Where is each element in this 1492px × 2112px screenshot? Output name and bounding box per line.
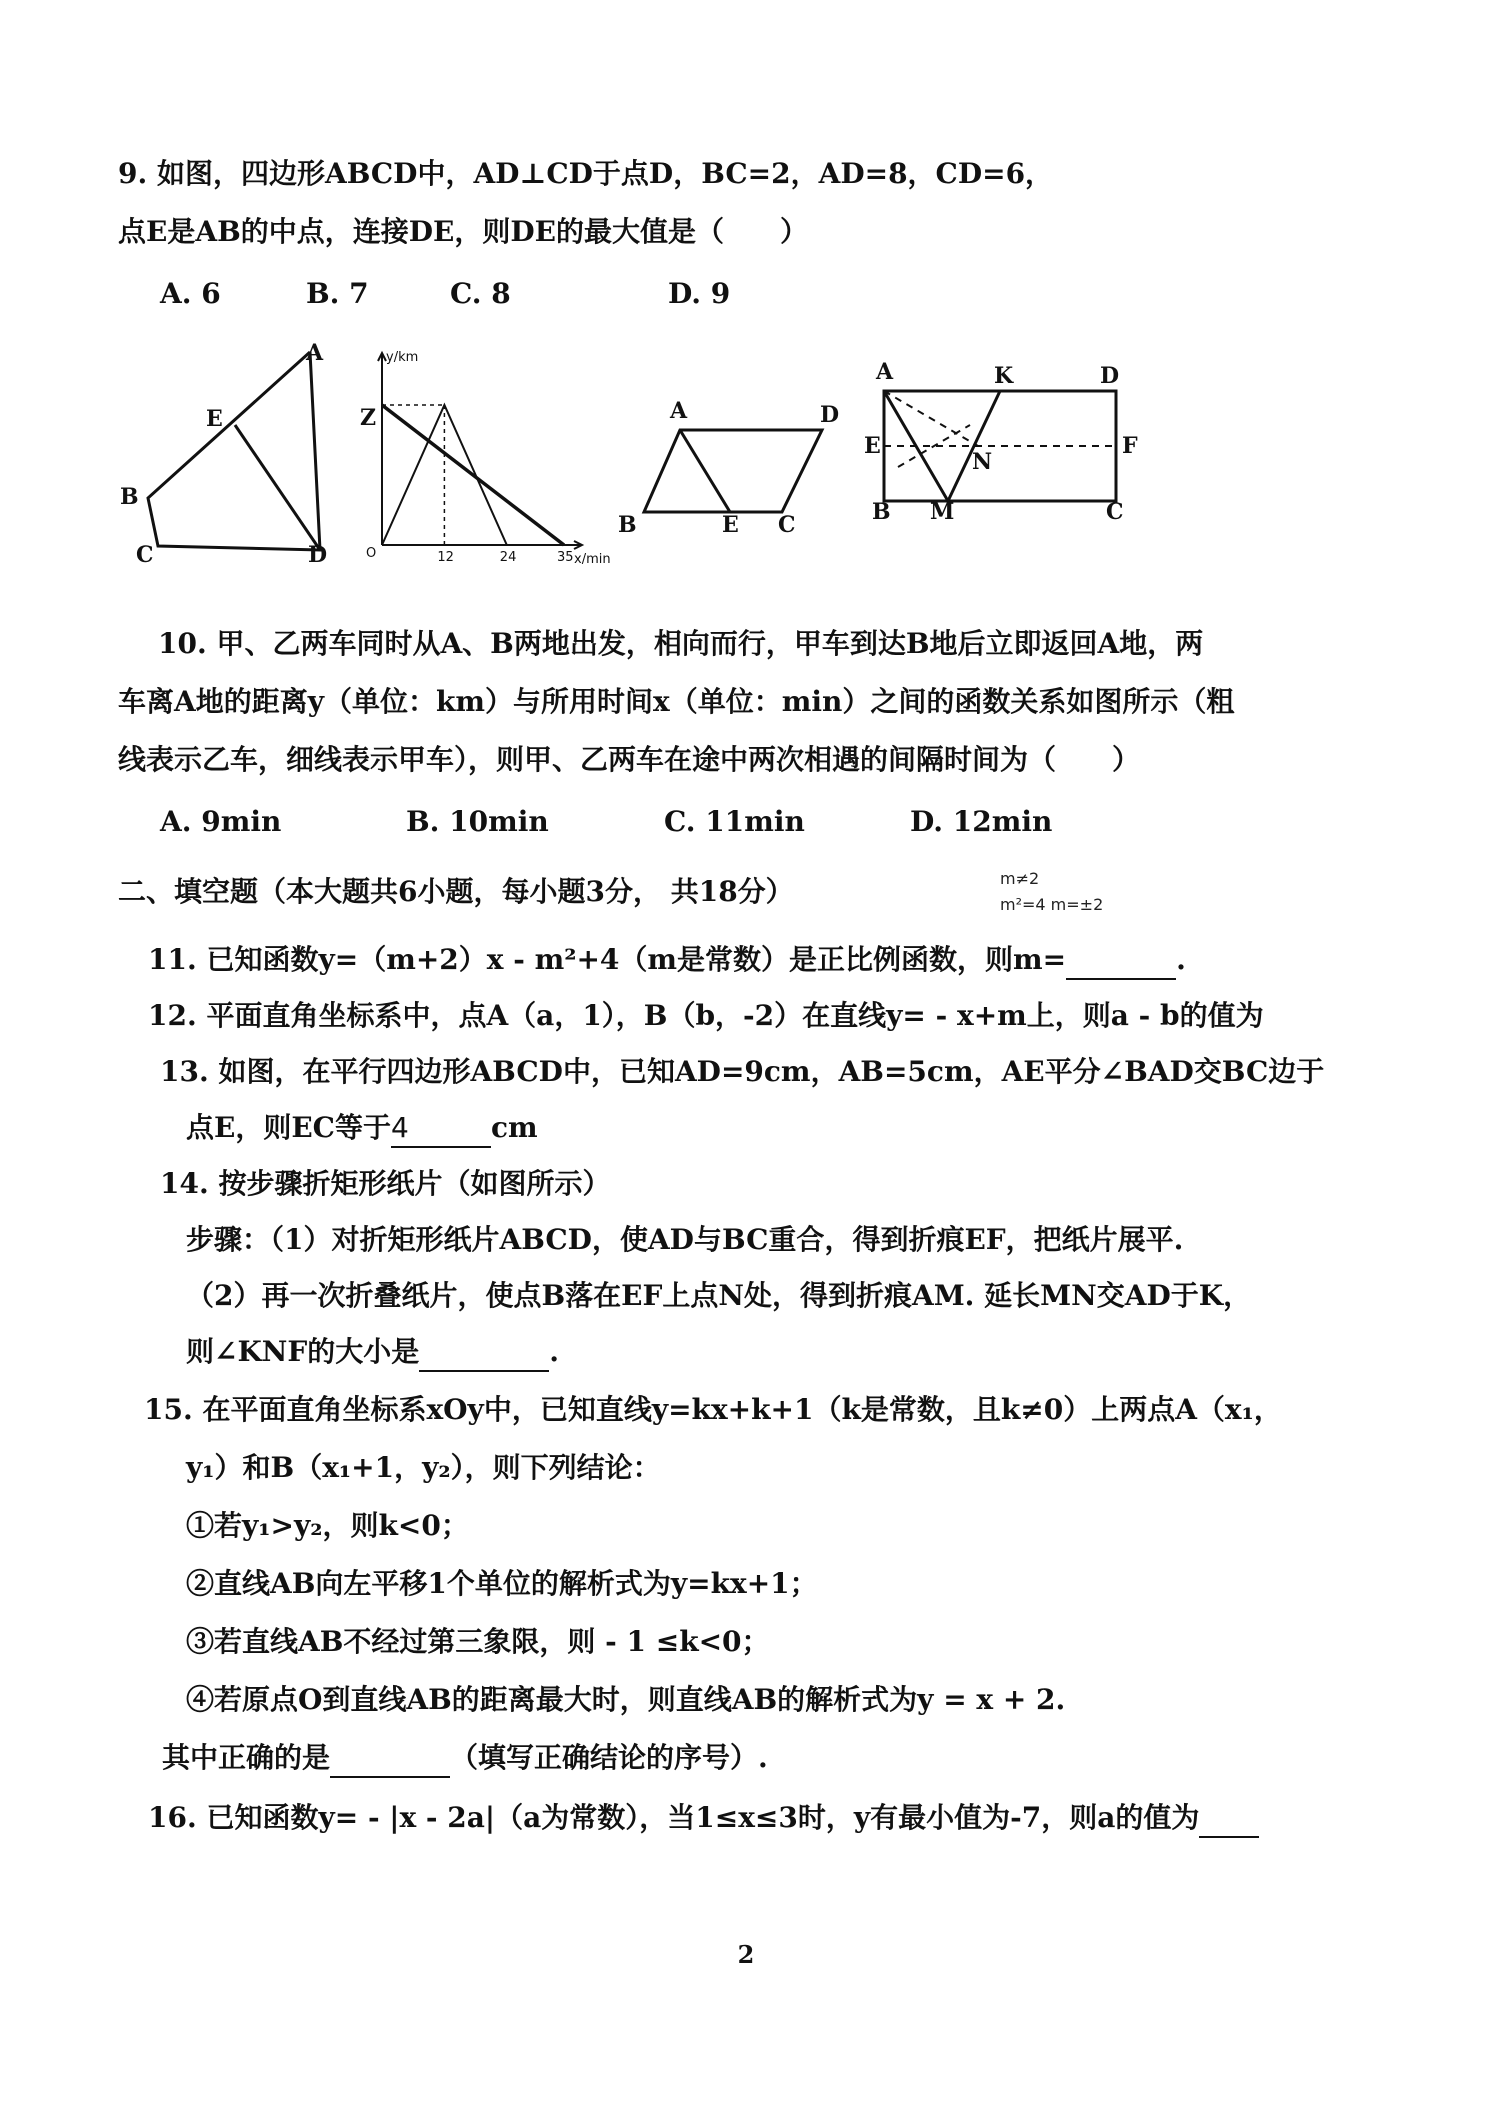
quad-label-e: E	[206, 406, 223, 432]
q13-answer-blank	[391, 1110, 491, 1148]
rect-label-c: C	[1106, 499, 1124, 525]
graph-x-tick-24: 24	[499, 550, 517, 565]
graph-x-tick-35: 35	[557, 550, 574, 565]
graph-x-tick-12: 12	[437, 550, 454, 565]
q10-line2: 车离A地的距离y（单位：km）与所用时间x（单位：min）之间的函数关系如图所示（粗	[118, 685, 1235, 718]
para-label-c: C	[778, 512, 796, 538]
q13-line1: 13. 如图，在平行四边形ABCD中，已知AD=9cm，AB=5cm，AE平分∠BAD交BC边于	[160, 1055, 1325, 1088]
q15-line2: y₁）和B（x₁+1，y₂），则下列结论：	[186, 1451, 661, 1484]
q10-option-d: D. 12min	[910, 805, 1053, 838]
figure-quadrilateral	[110, 340, 350, 574]
rect-label-f: F	[1122, 433, 1138, 459]
q13-unit: cm	[490, 1111, 538, 1144]
rect-label-e: E	[864, 433, 881, 459]
q11-text: 11. 已知函数y=（m+2）x - m²+4（m是常数）是正比例函数，则m=	[148, 943, 1067, 976]
para-label-d: D	[820, 402, 840, 428]
q14-text: 则∠KNF的大小是	[186, 1335, 420, 1368]
q14-end: .	[549, 1335, 560, 1368]
section-2-title: 二、填空题（本大题共6小题，每小题3分， 共18分）	[118, 875, 794, 908]
graph-x-axis-label: x/min	[574, 552, 611, 567]
q15-text: 其中正确的是	[162, 1741, 331, 1774]
q16-line	[148, 1800, 1259, 1838]
q12-line: 12. 平面直角坐标系中，点A（a，1），B（b，-2）在直线y= - x+m上，则a - b的值为	[148, 999, 1264, 1032]
q11-end: .	[1176, 943, 1186, 976]
q11-blank	[1066, 942, 1176, 980]
graph-y-tick-z: Z	[360, 405, 377, 431]
q13-handwritten-answer: 4	[390, 1111, 409, 1144]
q9-line1: 9. 如图，四边形ABCD中，AD⊥CD于点D，BC=2，AD=8，CD=6，	[118, 157, 1054, 190]
q15-conclusion-1: ①若y₁>y₂，则k<0；	[186, 1509, 469, 1542]
rect-label-b: B	[872, 499, 891, 525]
quad-label-b: B	[120, 484, 139, 510]
q10-option-c: C. 11min	[664, 805, 805, 838]
q14-line3: （2）再一次折叠纸片，使点B落在EF上点N处，得到折痕AM. 延长MN交AD于K，	[186, 1279, 1252, 1312]
figure-distance-graph	[360, 345, 620, 569]
q15-hint: （填写正确结论的序号）.	[450, 1741, 768, 1774]
para-label-a: A	[670, 398, 688, 424]
quad-label-a: A	[306, 340, 324, 366]
q13-text: 点E，则EC等于	[186, 1111, 391, 1144]
q9-option-b: B. 7	[306, 277, 369, 310]
q9-option-d: D. 9	[668, 277, 731, 310]
q15-answer-line	[162, 1740, 768, 1778]
figure-folded-rectangle	[860, 355, 1140, 529]
q14-line1: 14. 按步骤折矩形纸片（如图所示）	[160, 1167, 611, 1200]
q10-option-b: B. 10min	[406, 805, 549, 838]
q10-option-a: A. 9min	[160, 805, 282, 838]
q13-line2	[186, 1110, 538, 1148]
q15-blank	[330, 1740, 450, 1778]
q15-conclusion-2: ②直线AB向左平移1个单位的解析式为y=kx+1；	[186, 1567, 818, 1600]
q16-text: 16. 已知函数y= - |x - 2a|（a为常数），当1≤x≤3时，y有最小值为-7，则a的值为	[148, 1801, 1200, 1834]
q9-option-a: A. 6	[160, 277, 221, 310]
q10-line1: 10. 甲、乙两车同时从A、B两地出发，相向而行，甲车到达B地后立即返回A地，两	[158, 627, 1204, 660]
page-number: 2	[737, 1940, 755, 1969]
figure-parallelogram	[612, 392, 852, 546]
q15-line1: 15. 在平面直角坐标系xOy中，已知直线y=kx+k+1（k是常数，且k≠0）上两点A（x₁，	[144, 1393, 1282, 1426]
rect-label-a: A	[876, 359, 894, 385]
quad-label-d: D	[308, 542, 328, 568]
graph-series-line-2	[382, 405, 507, 545]
graph-series-line-1	[382, 405, 564, 545]
q10-line3: 线表示乙车，细线表示甲车），则甲、乙两车在途中两次相遇的间隔时间为（ ）	[118, 743, 1141, 776]
rect-label-m: M	[930, 499, 955, 525]
q15-conclusion-3: ③若直线AB不经过第三象限，则 - 1 ≤k<0；	[186, 1625, 770, 1658]
graph-y-axis-label: y/km	[386, 350, 419, 365]
q11-line	[148, 942, 1186, 980]
para-label-b: B	[618, 512, 637, 538]
rect-label-k: K	[994, 363, 1014, 389]
rect-label-n: N	[972, 449, 993, 475]
q14-blank	[419, 1334, 549, 1372]
q16-blank	[1199, 1800, 1259, 1838]
q9-option-c: C. 8	[450, 277, 511, 310]
rect-label-d: D	[1100, 363, 1120, 389]
q9-line2: 点E是AB的中点，连接DE，则DE的最大值是（ ）	[118, 215, 808, 248]
q14-line4	[186, 1334, 559, 1372]
handwritten-note-2: m²=4 m=±2	[1000, 895, 1104, 914]
para-label-e: E	[722, 512, 739, 538]
q14-line2: 步骤：（1）对折矩形纸片ABCD，使AD与BC重合，得到折痕EF，把纸片展平.	[186, 1223, 1184, 1256]
quad-label-c: C	[136, 542, 154, 568]
handwritten-note-1: m≠2	[1000, 869, 1040, 888]
graph-origin-label: O	[366, 546, 377, 561]
q15-conclusion-4: ④若原点O到直线AB的距离最大时，则直线AB的解析式为y = x + 2.	[186, 1683, 1066, 1716]
